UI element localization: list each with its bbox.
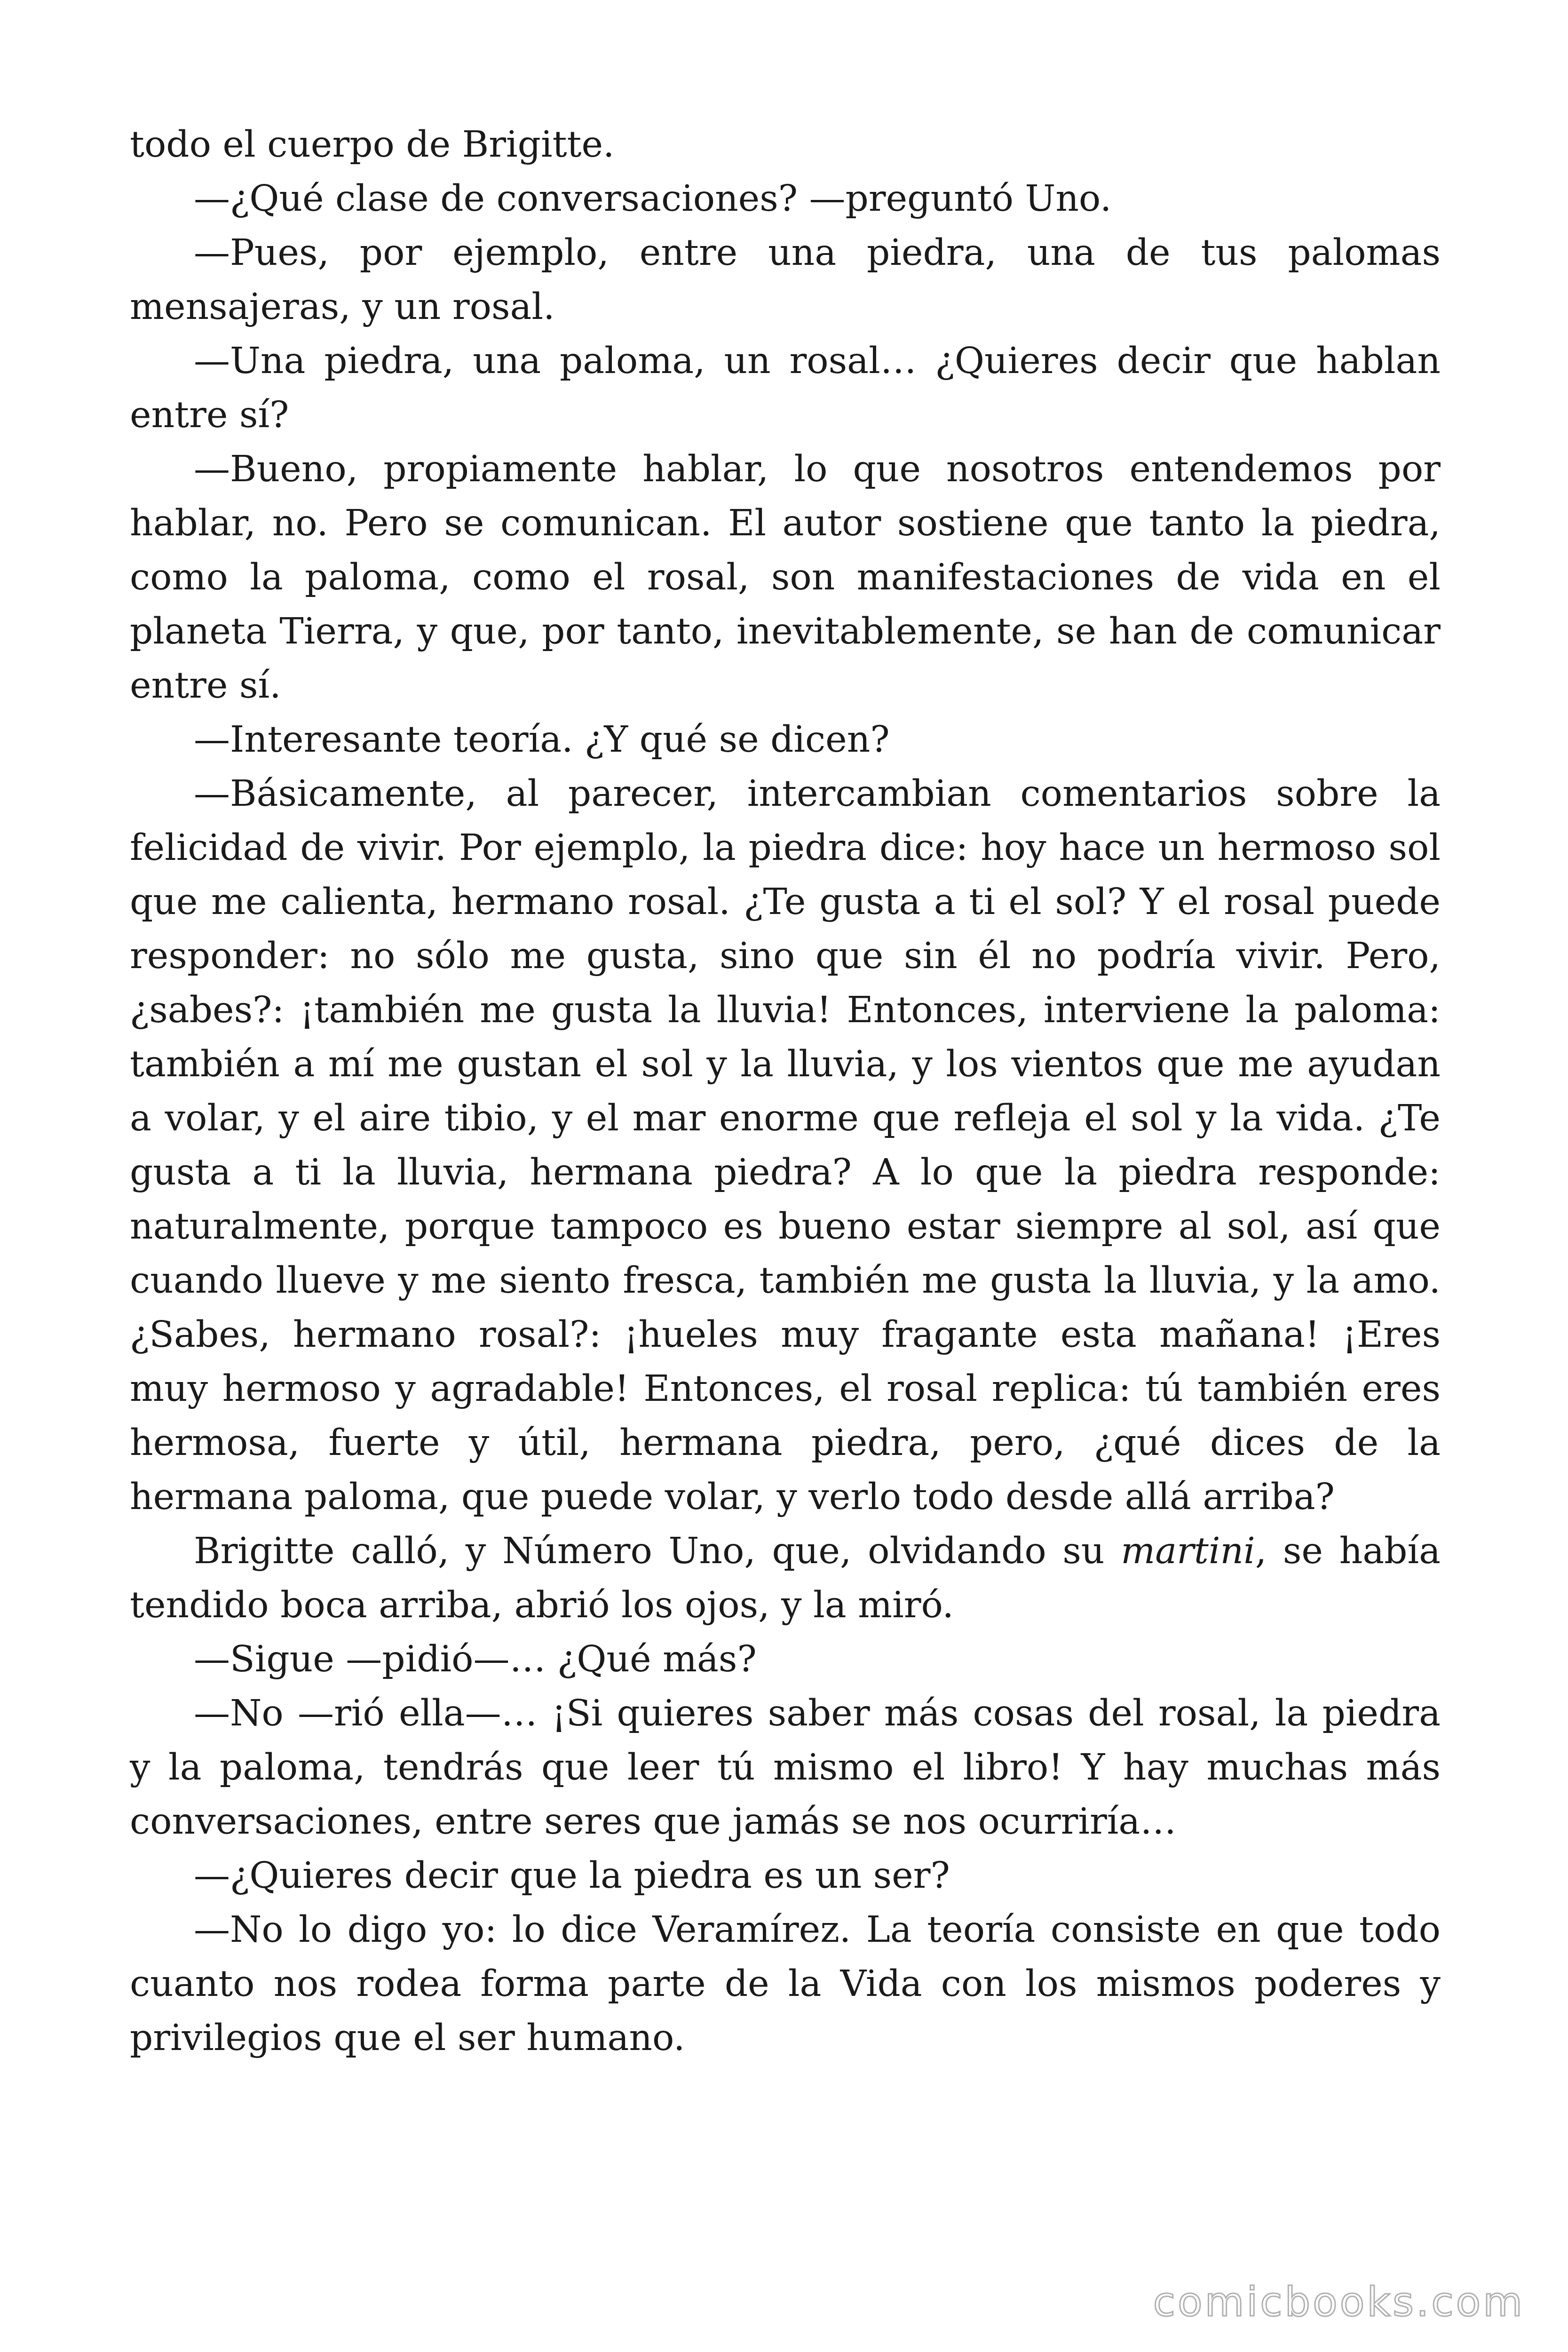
paragraph-6: —Interesante teoría. ¿Y qué se dicen? <box>194 719 890 761</box>
paragraph-10: —No —rió ella—… ¡Si quieres saber más cosas del rosal, la piedra y la paloma, tendrás que leer tú mismo el libro! Y hay muchas más conversaciones, entre seres que jamás se nos ocurriría… <box>130 1692 1441 1843</box>
paragraph-8-part-1: Brigitte calló, y Número Uno, que, olvidando su <box>194 1530 1121 1572</box>
paragraph-11: —¿Quieres decir que la piedra es un ser? <box>194 1855 950 1897</box>
paragraph-3: —Pues, por ejemplo, entre una piedra, una de tus palomas mensajeras, y un rosal. <box>130 232 1441 328</box>
paragraph-1: todo el cuerpo de Brigitte. <box>130 124 615 166</box>
paragraph-5: —Bueno, propiamente hablar, lo que nosotros entendemos por hablar, no. Pero se comunican. El autor sostiene que tanto la piedra, como la paloma, como el rosal, son manifestaciones de vida en el planeta Tierra, y que, por tanto, inevitablemente, se han de comunicar entre sí. <box>130 448 1441 707</box>
paragraph-7: —Básicamente, al parecer, intercambian comentarios sobre la felicidad de vivir. Por ejemplo, la piedra dice: hoy hace un hermoso sol que me calienta, hermano rosal. ¿Te gusta a ti el sol? Y el rosal puede responder: no sólo me gusta, sino que sin él no podría vivir. Pero, ¿sabes?: ¡también me gusta la lluvia! Entonces, interviene la paloma: también a mí me gustan el sol y la lluvia, y los vientos que me ayudan a volar, y el aire tibio, y el mar enorme que refleja el sol y la vida. ¿Te gusta a ti la lluvia, hermana piedra? A lo que la piedra responde: naturalmente, porque tampoco es bueno estar siempre al sol, así que cuando llueve y me siento fresca, también me gusta la lluvia, y la amo. ¿Sabes, hermano rosal?: ¡hueles muy fragante esta mañana! ¡Eres muy hermoso y agradable! Entonces, el rosal replica: tú también eres hermosa, fuerte y útil, hermana piedra, pero, ¿qué dices de la hermana paloma, que puede volar, y verlo todo desde allá arriba? <box>130 773 1441 1518</box>
paragraph-2: —¿Qué clase de conversaciones? —preguntó Uno. <box>194 178 1112 220</box>
paragraph-8 <box>130 1524 1441 1632</box>
paragraph-4: —Una piedra, una paloma, un rosal… ¿Quieres decir que hablan entre sí? <box>130 340 1441 436</box>
paragraph-8-part-3: , se había tendido boca arriba, abrió los ojos, y la miró. <box>130 1530 1441 1626</box>
paragraph-12: —No lo digo yo: lo dice Veramírez. La teoría consiste en que todo cuanto nos rodea forma parte de la Vida con los mismos poderes y privilegios que el ser humano. <box>130 1909 1441 2059</box>
page-body <box>130 118 1441 2065</box>
paragraph-8-italic-word: martini <box>1121 1530 1255 1572</box>
paragraph-9: —Sigue —pidió—… ¿Qué más? <box>194 1638 757 1680</box>
watermark: comicbooks.com <box>1153 2279 1525 2326</box>
